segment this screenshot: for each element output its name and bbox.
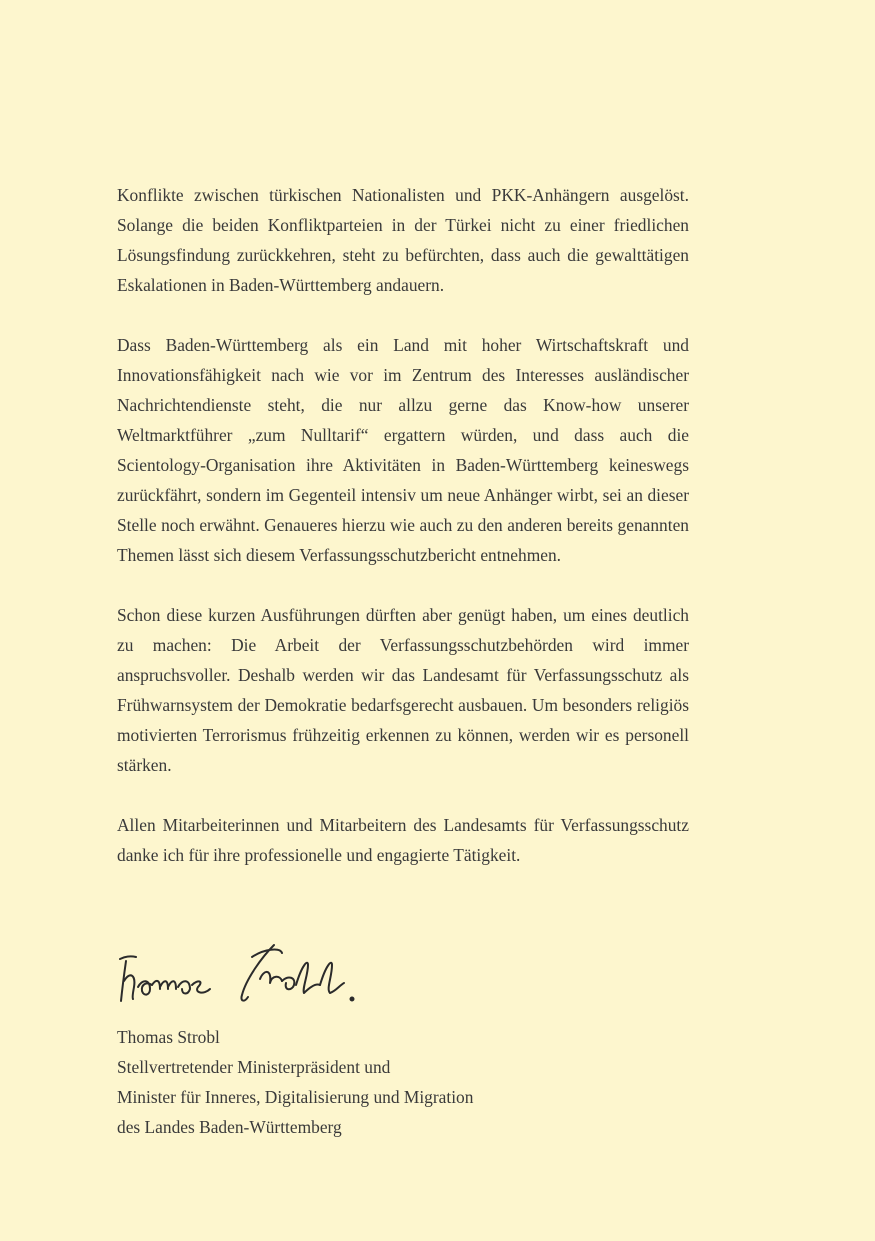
paragraph-4: Allen Mitarbeiterinnen und Mitarbeitern des Landesamts für Verfassungsschutz danke ich für ihre professionelle und engagierte Tätigkeit. bbox=[117, 815, 689, 865]
signatory-title-line-1: Stellvertretender Ministerpräsident und bbox=[117, 1057, 391, 1077]
paragraph-1: Konflikte zwischen türkischen Nationalisten und PKK-Anhängern ausgelöst. Solange die beiden Konfliktparteien in der Türkei nicht zu einer friedlichen Lösungsfindung zurückkehren, steht zu befürchten, dass auch die gewalttätigen Eskalationen in Baden-Württemberg andauern. bbox=[117, 185, 689, 295]
paragraph-2: Dass Baden-Württemberg als ein Land mit hoher Wirtschaftskraft und Innovationsfähigkeit nach wie vor im Zentrum des Interesses ausländischer Nachrichtendienste steht, die nur allzu gerne das Know-how unserer Weltmarktführer „zum Nulltarif“ ergattern würden, und dass auch die Scientology-Organisation ihre Aktivitäten in Baden-Württemberg keineswegs zurückfährt, sondern im Gegenteil intensiv um neue Anhänger wirbt, sei an dieser Stelle noch erwähnt. Genaueres hierzu wie auch zu den anderen bereits genannten Themen lässt sich diesem Verfassungsschutzbericht entnehmen. bbox=[117, 335, 689, 565]
signature-block bbox=[117, 1022, 473, 1142]
signatory-title-line-2: Minister für Inneres, Digitalisierung und Migration bbox=[117, 1087, 474, 1107]
handwritten-signature bbox=[112, 935, 362, 1013]
paragraph-3: Schon diese kurzen Ausführungen dürften aber genügt haben, um eines deutlich zu machen: Die Arbeit der Verfassungsschutzbehörden wird immer anspruchsvoller. Deshalb werden wir das Landesamt für Verfassungsschutz als Frühwarnsystem der Demokratie bedarfsgerecht ausbauen. Um besonders religiös motivierten Terrorismus frühzeitig erkennen zu können, werden wir es personell stärken. bbox=[117, 605, 689, 775]
document-body bbox=[117, 180, 689, 900]
signatory-title-line-3: des Landes Baden-Württemberg bbox=[117, 1117, 342, 1137]
signatory-name: Thomas Strobl bbox=[117, 1027, 220, 1047]
